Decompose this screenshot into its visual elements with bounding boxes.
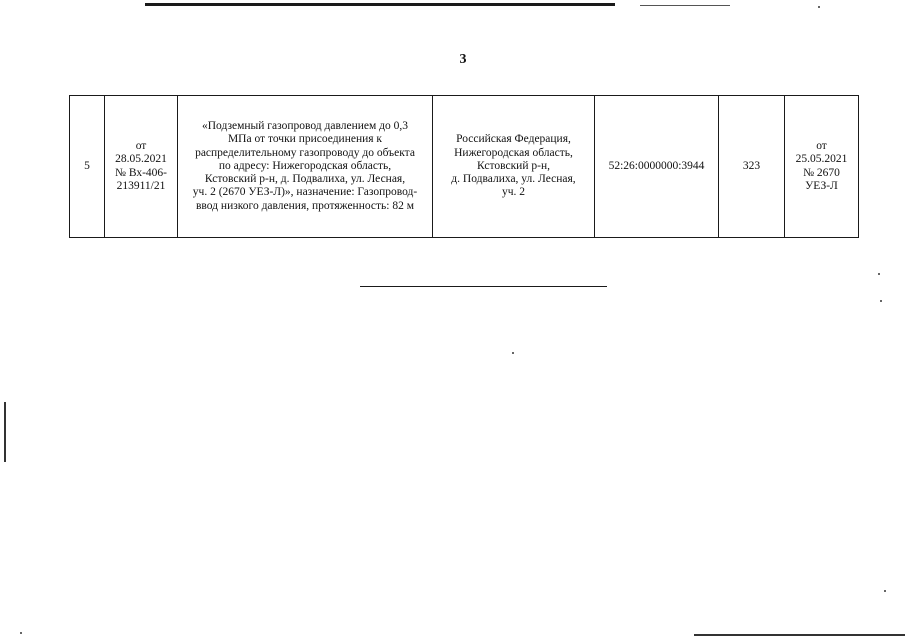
scan-speck bbox=[884, 590, 886, 592]
object-description-cell bbox=[178, 96, 433, 238]
row-index: 5 bbox=[84, 159, 90, 172]
address-cell bbox=[433, 96, 595, 238]
area-cell bbox=[719, 96, 785, 238]
scan-speck bbox=[20, 632, 22, 634]
address: Российская Федерация, Нижегородская область, Кстовский р-н, д. Подвалиха, ул. Лесная, уч. 2 bbox=[451, 133, 576, 199]
cadastral-number-cell bbox=[595, 96, 719, 238]
scan-speck bbox=[512, 352, 514, 354]
area: 323 bbox=[742, 159, 761, 172]
page-number: 3 bbox=[459, 52, 467, 67]
scan-speck bbox=[878, 273, 880, 275]
end-of-table-rule bbox=[360, 286, 607, 287]
row-index-cell bbox=[70, 96, 105, 238]
top-edge-rule-secondary bbox=[640, 5, 730, 6]
response-date: от 25.05.2021 № 2670 УЕЗ-Л bbox=[795, 140, 848, 192]
table-row bbox=[70, 96, 859, 238]
request-date: от 28.05.2021 № Вх-406- 213911/21 bbox=[114, 140, 168, 192]
object-description: «Подземный газопровод давлением до 0,3 МПа от точки присоединения к распределительному газопроводу до объекта по адресу: Нижегородская область, Кстовский р-н, д. Подвалиха, ул. Лесная, уч. 2 (2670 УЕЗ-Л)», назначение: Газопровод- ввод низкого давления, протяженность: 82 м bbox=[192, 120, 418, 212]
scan-speck bbox=[818, 6, 820, 8]
registry-table bbox=[69, 95, 859, 238]
request-date-cell bbox=[105, 96, 178, 238]
scan-speck bbox=[880, 300, 882, 302]
bottom-edge-rule bbox=[694, 634, 905, 636]
cadastral-number: 52:26:0000000:3944 bbox=[608, 159, 705, 172]
response-date-cell bbox=[785, 96, 859, 238]
top-edge-rule bbox=[145, 3, 615, 6]
scan-edge-mark bbox=[4, 402, 6, 462]
